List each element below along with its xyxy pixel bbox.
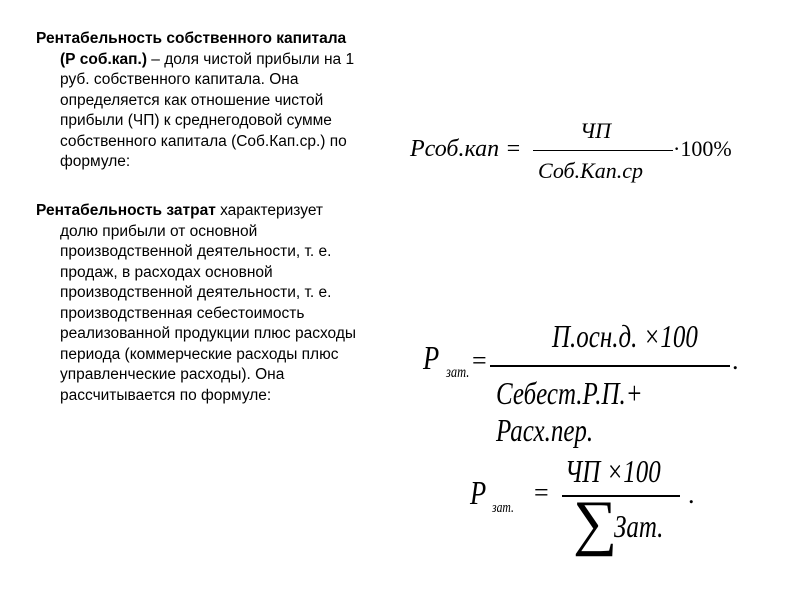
formula2-symbol: Р bbox=[423, 340, 440, 377]
formula2-denominator: Себест.Р.П.+ Расх.пер. bbox=[496, 375, 643, 448]
formula2-equals: = bbox=[472, 346, 487, 375]
paragraph-line: производственная себестоимость bbox=[60, 304, 305, 322]
formula1-lhs: Рсоб.кап = bbox=[410, 136, 522, 162]
formula1-multiplier: ·100% bbox=[673, 136, 732, 161]
term-cost-profitability: Рентабельность затрат bbox=[36, 202, 216, 219]
paragraph-line: прибыли (ЧП) к среднегодовой сумме bbox=[60, 112, 332, 129]
formula1-fraction-bar bbox=[533, 150, 673, 151]
paragraph-line: реализованной продукции плюс расходы bbox=[60, 325, 357, 342]
paragraph-line: производственной деятельности, т. е. bbox=[60, 243, 332, 260]
formula3-end-dot: . bbox=[688, 480, 695, 509]
definition-text: характеризует bbox=[215, 202, 324, 219]
paragraph-line: продаж, в расходах основной bbox=[60, 263, 273, 281]
term-abbreviation: (Р соб.кап.) bbox=[60, 50, 147, 68]
paragraph-line: собственного капитала (Соб.Кап.ср.) по bbox=[60, 132, 347, 150]
paragraph-line: производственной деятельности, т. е. bbox=[60, 284, 332, 301]
paragraph-line: периода (коммерческие расходы плюс bbox=[60, 345, 339, 363]
cost-profitability-paragraph bbox=[36, 201, 412, 406]
paragraph-line: долю прибыли от основной bbox=[60, 222, 258, 240]
sum-icon: ∑ bbox=[573, 489, 618, 557]
formula1-numerator: ЧП bbox=[580, 118, 612, 143]
paragraph-line bbox=[36, 201, 412, 222]
formula3-numerator: ЧП ×100 bbox=[565, 453, 661, 489]
paragraph-line bbox=[36, 29, 412, 50]
formula3-equals: = bbox=[534, 478, 549, 507]
paragraph-line bbox=[36, 50, 412, 71]
formula1-denominator: Соб.Кап.ср bbox=[538, 158, 643, 183]
definition-text: – доля чистой прибыли на 1 bbox=[146, 50, 355, 68]
formula2-subscript: зат. bbox=[446, 364, 470, 381]
paragraph-line: формуле: bbox=[60, 153, 131, 170]
paragraph-line: определяется как отношение чистой bbox=[60, 91, 324, 109]
paragraph-line: рассчитывается по формуле: bbox=[60, 386, 272, 404]
formula3-subscript: зат. bbox=[492, 500, 514, 516]
formula3-symbol: Р bbox=[470, 475, 487, 512]
formula2-end-dot: . bbox=[732, 346, 739, 375]
equity-profitability-paragraph bbox=[36, 29, 412, 173]
paragraph-line: управленческие расходы). Она bbox=[60, 366, 285, 383]
paragraph-line: руб. собственного капитала. Она bbox=[60, 71, 299, 88]
formula2-numerator: П.осн.д. ×100 bbox=[552, 318, 698, 354]
term-equity-profitability: Рентабельность собственного капитала bbox=[36, 30, 347, 47]
formula2-fraction-bar bbox=[490, 365, 730, 367]
formula3-denominator: Зат. bbox=[614, 508, 664, 544]
